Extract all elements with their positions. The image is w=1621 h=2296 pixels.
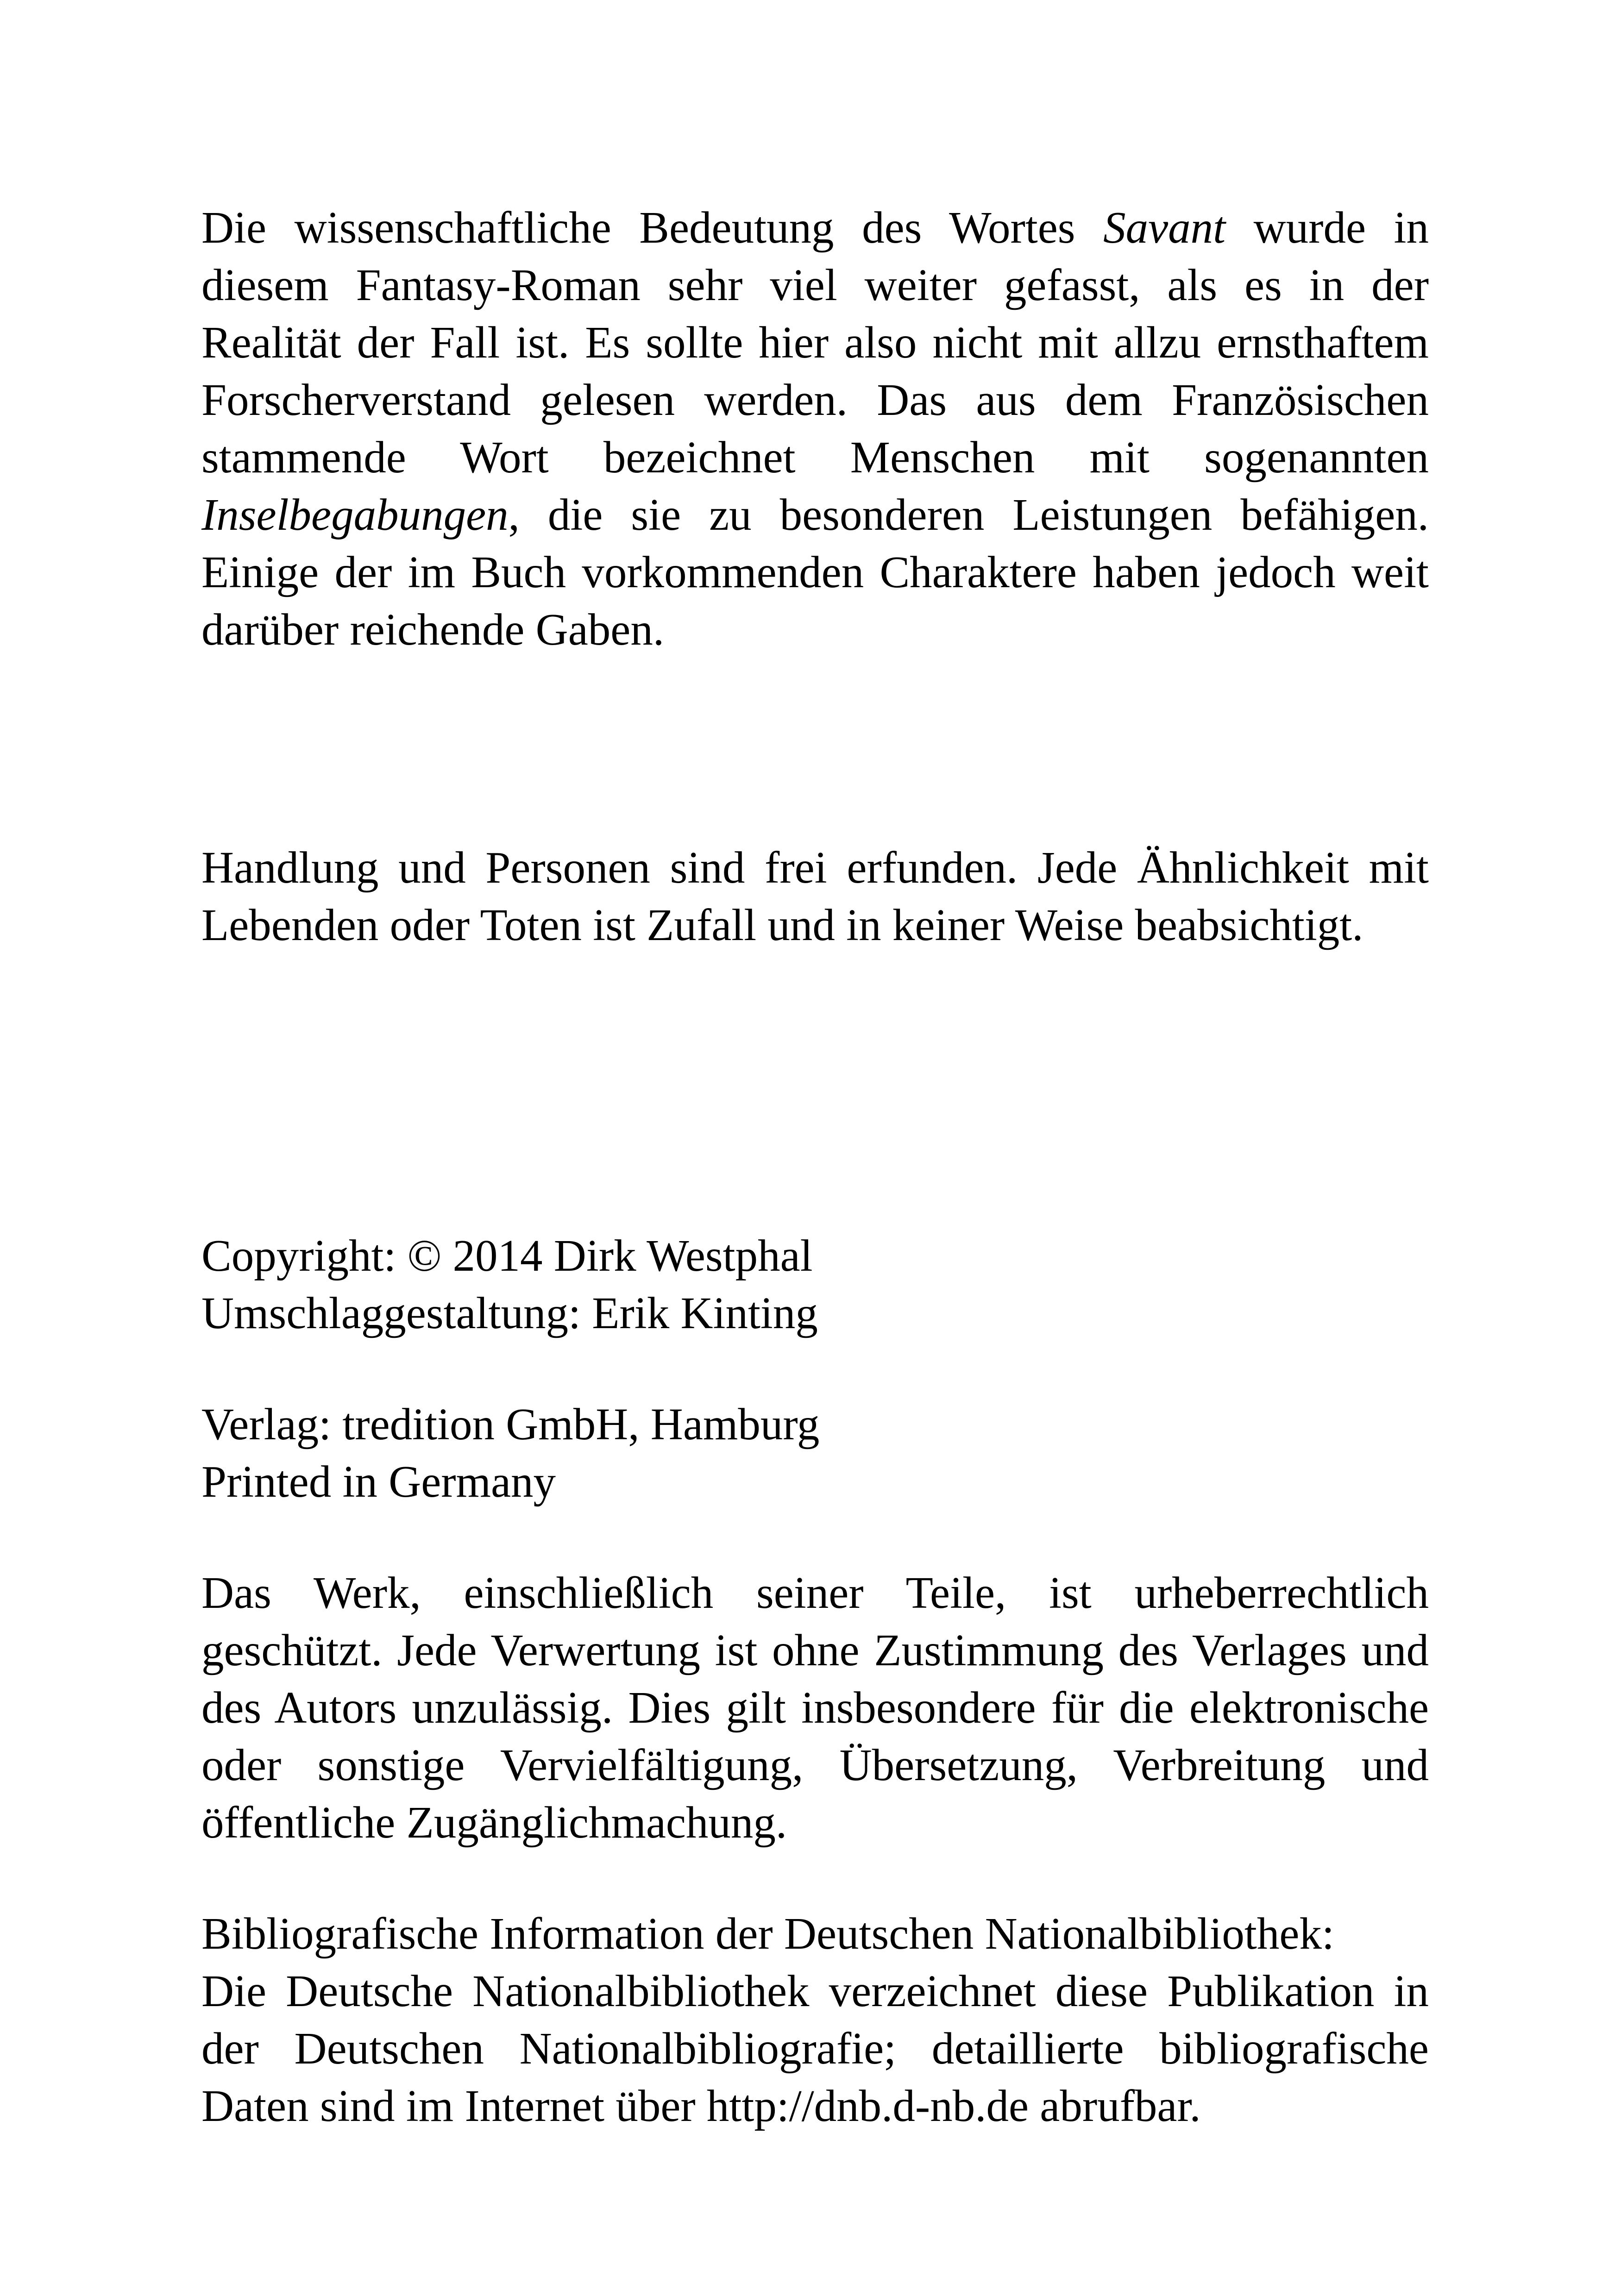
rights-paragraph: Das Werk, einschließlich seiner Teile, ist urheberrechtlich geschützt. Jede Verwertung ist ohne Zustimmung des Verlages und des Autors unzulässig. Dies gilt insbesondere für die elektronische oder sonstige Vervielfältigung, Übersetzung, Verbreitung und öffentliche Zugänglichmachung. xyxy=(201,1568,1429,1847)
printed-in-line: Printed in Germany xyxy=(201,1457,556,1506)
savant-definition-paragraph xyxy=(201,199,1429,659)
disclaimer-paragraph: Handlung und Personen sind frei erfunden. Jede Ähnlichkeit mit Lebenden oder Toten ist Zufall und in keiner Weise beabsichtigt. xyxy=(201,843,1429,950)
text-segment: Die wissenschaftliche Bedeutung des Wortes xyxy=(201,203,1104,252)
text-segment: wurde in diesem Fantasy-Roman sehr viel weiter gefasst, als es in der Realität der Fall ist. Es sollte hier also nicht mit allzu ernsthaftem Forscherverstand gelesen werden. Das aus dem Französischen stammende Wort bezeichnet Menschen mit sogenannten xyxy=(201,203,1429,482)
biblio-heading-line: Bibliografische Information der Deutschen Nationalbibliothek: xyxy=(201,1909,1334,1958)
cover-design-line: Umschlaggestaltung: Erik Kinting xyxy=(201,1288,818,1338)
text-segment: , die sie zu besonderen Leistungen befähigen. Einige der im Buch vorkommenden Charaktere haben jedoch weit darüber reichende Gaben. xyxy=(201,490,1429,654)
biblio-paragraph: Die Deutsche Nationalbibliothek verzeichnet diese Publikation in der Deutschen Nationalbibliografie; detaillierte bibliografische Daten sind im Internet über http://dnb.d-nb.de abrufbar. xyxy=(201,1966,1429,2131)
publisher-line: Verlag: tredition GmbH, Hamburg xyxy=(201,1399,820,1449)
italic-term-inselbegabungen: Inselbegabungen xyxy=(201,490,509,539)
copyright-line: Copyright: © 2014 Dirk Westphal xyxy=(201,1231,813,1280)
italic-term-savant: Savant xyxy=(1103,203,1226,252)
